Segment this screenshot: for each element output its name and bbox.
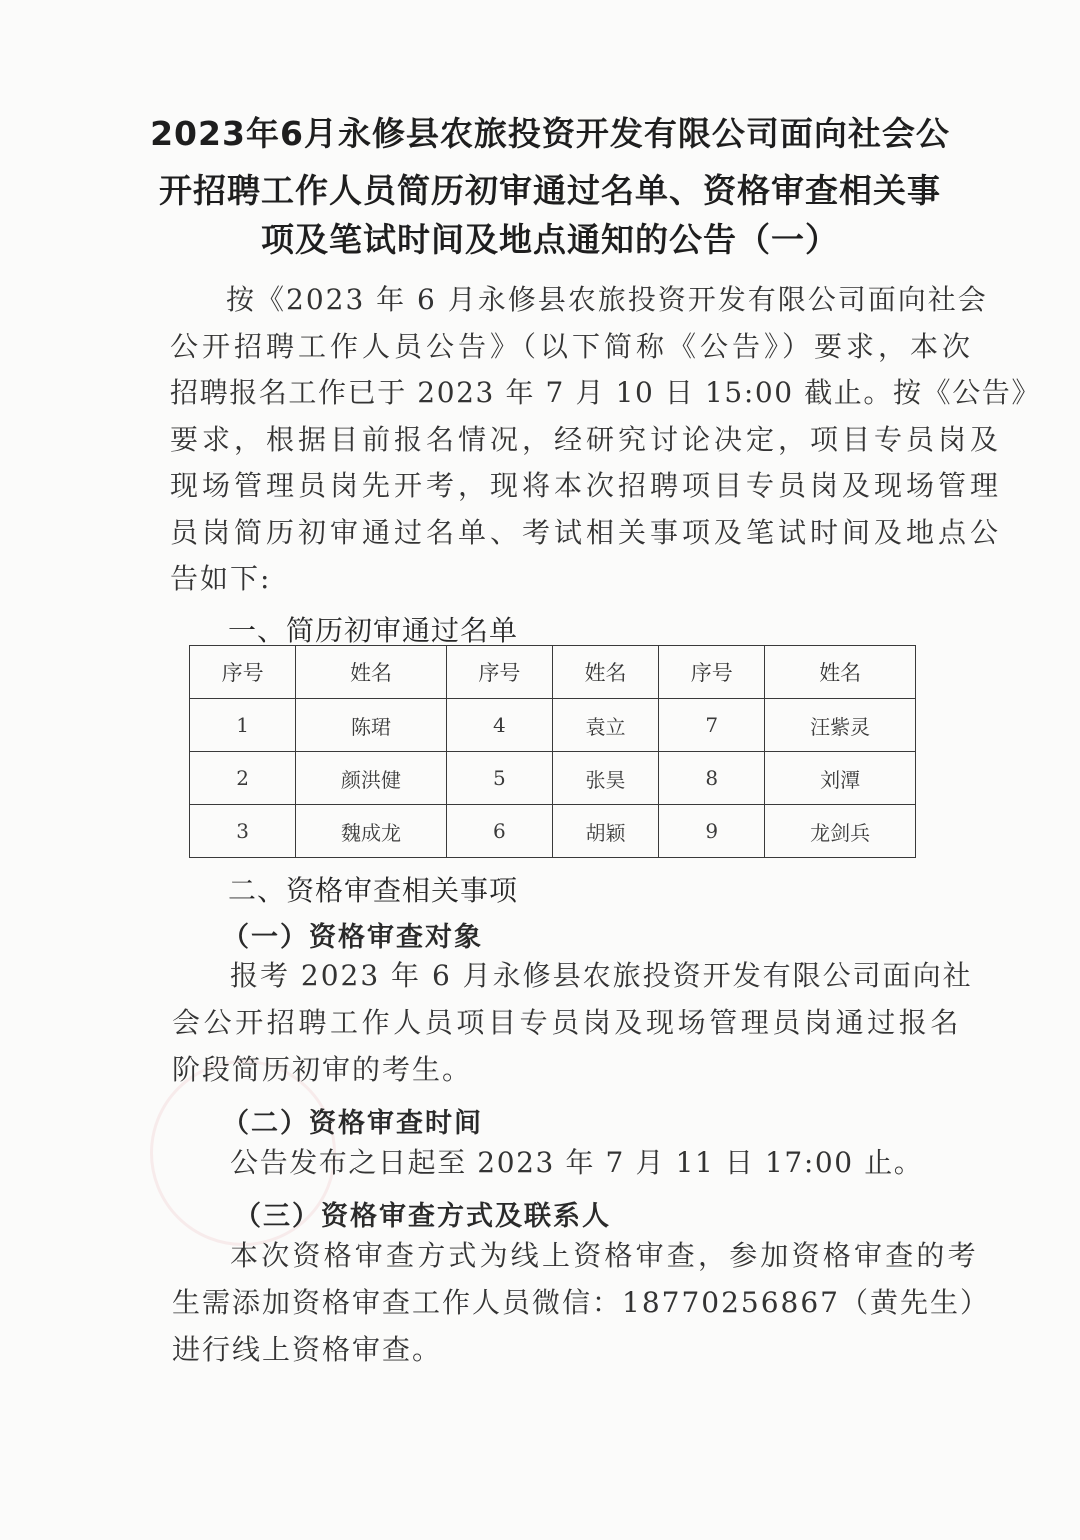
intro-line-1: 按《2023 年 6 月永修县农旅投资开发有限公司面向社会 [226, 283, 988, 316]
cell-seq: 5 [446, 752, 552, 805]
cell-seq: 4 [446, 699, 552, 752]
title-line-2: 开招聘工作人员简历初审通过名单、资格审查相关事 [159, 171, 941, 210]
intro-line-6: 员岗简历初审通过名单、考试相关事项及笔试时间及地点公 [170, 516, 1003, 549]
header-seq: 序号 [190, 646, 296, 699]
sub1-line-1: 报考 2023 年 6 月永修县农旅投资开发有限公司面向社 [230, 959, 973, 992]
sub1-line-2: 会公开招聘工作人员项目专员岗及现场管理员岗通过报名 [172, 1006, 963, 1039]
header-seq: 序号 [659, 646, 765, 699]
intro-line-2: 公开招聘工作人员公告》（以下简称《公告》）要求，本次 [170, 330, 975, 363]
cell-name: 颜洪健 [296, 752, 447, 805]
cell-seq: 9 [659, 805, 765, 858]
title-line-1: 2023年6月永修县农旅投资开发有限公司面向社会公 [150, 114, 950, 153]
header-name: 姓名 [765, 646, 916, 699]
sub3-line-1: 本次资格审查方式为线上资格审查，参加资格审查的考 [230, 1239, 979, 1272]
cell-seq: 7 [659, 699, 765, 752]
section-1-heading: 一、简历初审通过名单 [228, 614, 519, 647]
subsection-3-heading: （三）资格审查方式及联系人 [234, 1201, 611, 1232]
cell-name: 刘潭 [765, 752, 916, 805]
header-name: 姓名 [552, 646, 658, 699]
title-line-3: 项及笔试时间及地点通知的公告（一） [261, 220, 839, 259]
sub1-line-3: 阶段简历初审的考生。 [172, 1053, 473, 1086]
cell-seq: 2 [190, 752, 296, 805]
passed-candidates-table [189, 645, 916, 858]
intro-line-5: 现场管理员岗先开考，现将本次招聘项目专员岗及现场管理 [170, 469, 1003, 502]
cell-seq: 6 [446, 805, 552, 858]
subsection-2-heading: （二）资格审查时间 [222, 1108, 483, 1139]
subsection-1-heading: （一）资格审查对象 [222, 922, 483, 953]
sub2-line-1: 公告发布之日起至 2023 年 7 月 11 日 17:00 止。 [230, 1146, 924, 1179]
sub3-line-2: 生需添加资格审查工作人员微信：18770256867（黄先生） [172, 1286, 990, 1319]
cell-seq: 8 [659, 752, 765, 805]
intro-line-3: 招聘报名工作已于 2023 年 7 月 10 日 15:00 截止。按《公告》 [170, 376, 1041, 409]
cell-seq: 1 [190, 699, 296, 752]
header-name: 姓名 [296, 646, 447, 699]
cell-name: 张昊 [552, 752, 658, 805]
table-header-row [190, 646, 916, 699]
sub3-line-3: 进行线上资格审查。 [172, 1333, 443, 1366]
cell-name: 胡颖 [552, 805, 658, 858]
cell-name: 陈珺 [296, 699, 447, 752]
table-row [190, 752, 916, 805]
intro-line-7: 告如下: [170, 562, 272, 595]
header-seq: 序号 [446, 646, 552, 699]
cell-name: 汪紫灵 [765, 699, 916, 752]
cell-name: 魏成龙 [296, 805, 447, 858]
cell-name: 龙剑兵 [765, 805, 916, 858]
intro-line-4: 要求，根据目前报名情况，经研究讨论决定，项目专员岗及 [170, 423, 1003, 456]
cell-seq: 3 [190, 805, 296, 858]
section-2-heading: 二、资格审查相关事项 [228, 874, 519, 907]
table-row [190, 805, 916, 858]
table-row [190, 699, 916, 752]
cell-name: 袁立 [552, 699, 658, 752]
